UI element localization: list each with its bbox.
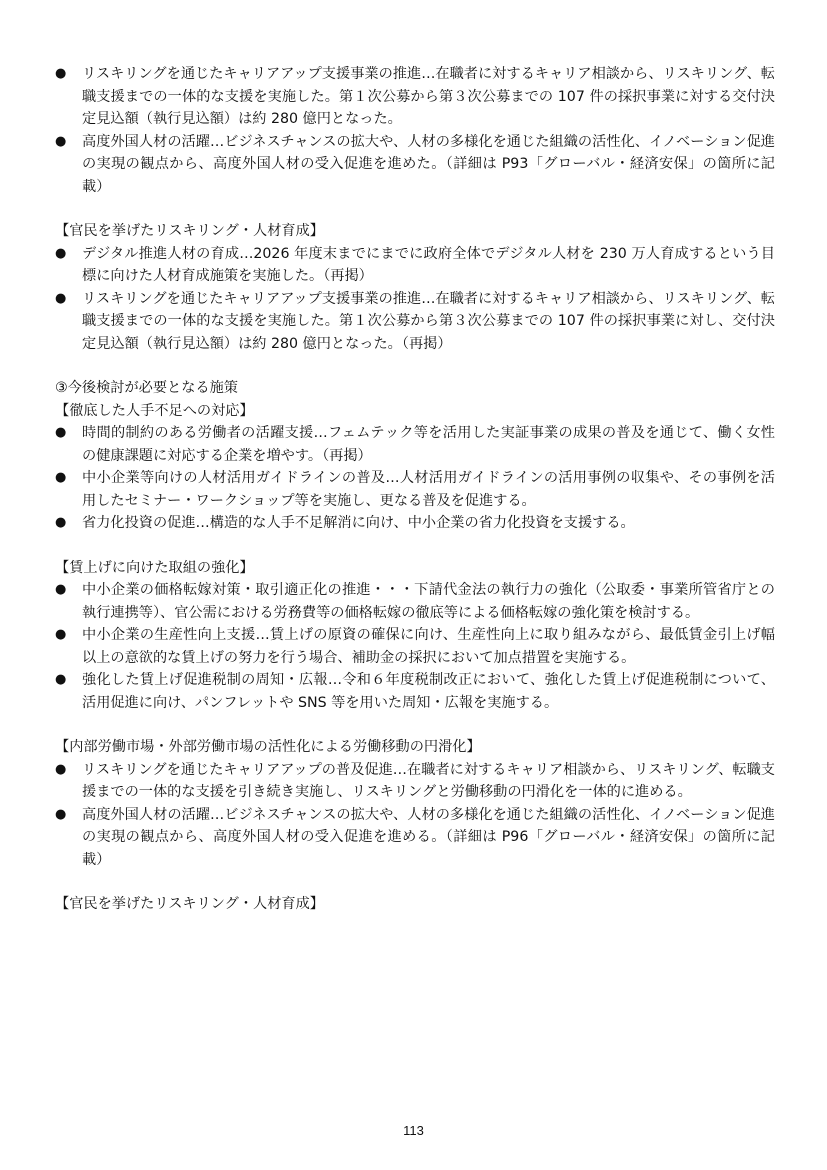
bullet-icon: ● bbox=[55, 133, 67, 149]
list-item-text: 高度外国人材の活躍…ビジネスチャンスの拡大や、人材の多様化を通じた組織の活性化、イノベーション促進の実現の観点から、高度外国人材の受入促進を進めた。（詳細は P93「グローバル・経済安保」の箇所に記載） bbox=[82, 133, 775, 195]
list-item bbox=[55, 759, 775, 804]
section-heading: 【徹底した人手不足への対応】 bbox=[55, 402, 254, 419]
list-item-text: 中小企業等向けの人材活用ガイドラインの普及…人材活用ガイドラインの活用事例の収集や、その事例を活用したセミナー・ワークショップ等を実施し、更なる普及を促進する。 bbox=[82, 470, 775, 509]
page-number: 113 bbox=[403, 1123, 424, 1138]
bullet-list bbox=[55, 63, 775, 198]
list-item-text: 省力化投資の促進…構造的な人手不足解消に向け、中小企業の省力化投資を支援する。 bbox=[82, 515, 635, 531]
labor-mobility-section bbox=[55, 736, 775, 871]
list-item bbox=[55, 63, 775, 131]
bullet-list bbox=[55, 243, 775, 356]
list-item bbox=[55, 512, 775, 535]
bullet-icon: ● bbox=[55, 761, 67, 777]
bullet-icon: ● bbox=[55, 66, 67, 81]
bullet-icon: ● bbox=[55, 515, 67, 530]
wage-section bbox=[55, 557, 775, 715]
list-item-text: 強化した賃上げ促進税制の周知・広報…令和６年度税制改正において、強化した賃上げ促進税制について、活用促進に向け、パンフレットや SNS 等を用いた周知・広報を実施する。 bbox=[82, 672, 775, 711]
list-item bbox=[55, 131, 775, 199]
bullet-list bbox=[55, 579, 775, 714]
document-body bbox=[55, 63, 775, 938]
list-item-text: リスキリングを通じたキャリアアップ支援事業の推進…在職者に対するキャリア相談から、リスキリング、転職支援までの一体的な支援を実施した。第１次公募から第３次公募までの 107 件の採択事業に対し、交付決定見込額（執行見込額）は約 280 億円となった。（再掲） bbox=[82, 290, 775, 352]
reskilling-section bbox=[55, 220, 775, 355]
list-item-text: 中小企業の価格転嫁対策・取引適正化の推進・・・下請代金法の執行力の強化（公取委・事業所管省庁との執行連携等）、官公需における労務費等の価格転嫁の徹底等による価格転嫁の強化策を検討する。 bbox=[82, 582, 775, 621]
list-item-text: デジタル推進人材の育成…2026 年度末までにまでに政府全体でデジタル人材を 230 万人育成するという目標に向けた人材育成施策を実施した。（再掲） bbox=[82, 245, 775, 284]
section-title: ③今後検討が必要となる施策 bbox=[55, 380, 238, 396]
reskilling-section-continued bbox=[55, 893, 775, 916]
list-item-text: 中小企業の生産性向上支援…賃上げの原資の確保に向け、生産性向上に取り組みながら、最低賃金引上げ幅以上の意欲的な賃上げの努力を行う場合、補助金の採択において加点措置を実施する。 bbox=[82, 627, 775, 666]
bullet-icon: ● bbox=[55, 627, 67, 642]
bullet-icon: ● bbox=[55, 425, 67, 440]
bullet-icon: ● bbox=[55, 290, 67, 306]
list-item-text: 高度外国人材の活躍…ビジネスチャンスの拡大や、人材の多様化を通じた組織の活性化、イノベーション促進の実現の観点から、高度外国人材の受入促進を進める。（詳細は P96「グローバル・経済安保」の箇所に記載） bbox=[82, 806, 775, 868]
section-heading: 【賃上げに向けた取組の強化】 bbox=[55, 559, 254, 576]
bullet-icon: ● bbox=[55, 582, 67, 597]
bullet-list bbox=[55, 422, 775, 535]
list-item bbox=[55, 288, 775, 356]
bullet-list bbox=[55, 759, 775, 872]
section-heading: 【官民を挙げたリスキリング・人材育成】 bbox=[55, 896, 324, 912]
list-item-text: リスキリングを通じたキャリアアップの普及促進…在職者に対するキャリア相談から、リスキリング、転職支援までの一体的な支援を引き続き実施し、リスキリングと労働移動の円滑化を一体的に進める。 bbox=[82, 761, 775, 800]
section-heading: 【官民を挙げたリスキリング・人材育成】 bbox=[55, 223, 324, 239]
section-heading: 【内部労働市場・外部労働市場の活性化による労働移動の円滑化】 bbox=[55, 739, 481, 755]
list-item-text: 時間的制約のある労働者の活躍支援…フェムテック等を活用した実証事業の成果の普及を通じて、働く女性の健康課題に対応する企業を増やす。（再掲） bbox=[82, 425, 775, 464]
bullet-icon: ● bbox=[55, 245, 67, 261]
list-item bbox=[55, 804, 775, 872]
list-item bbox=[55, 579, 775, 624]
bullet-icon: ● bbox=[55, 672, 67, 687]
list-item bbox=[55, 422, 775, 467]
bullet-icon: ● bbox=[55, 470, 67, 485]
bullet-icon: ● bbox=[55, 806, 67, 822]
list-item bbox=[55, 243, 775, 288]
top-bullet-section bbox=[55, 63, 775, 198]
list-item bbox=[55, 669, 775, 714]
list-item-text: リスキリングを通じたキャリアアップ支援事業の推進…在職者に対するキャリア相談から、リスキリング、転職支援までの一体的な支援を実施した。第１次公募から第３次公募までの 107 件の採択事業に対する交付決定見込額（執行見込額）は約 280 億円となった。 bbox=[82, 66, 775, 127]
future-measures-section bbox=[55, 377, 775, 535]
list-item bbox=[55, 467, 775, 512]
list-item bbox=[55, 624, 775, 669]
